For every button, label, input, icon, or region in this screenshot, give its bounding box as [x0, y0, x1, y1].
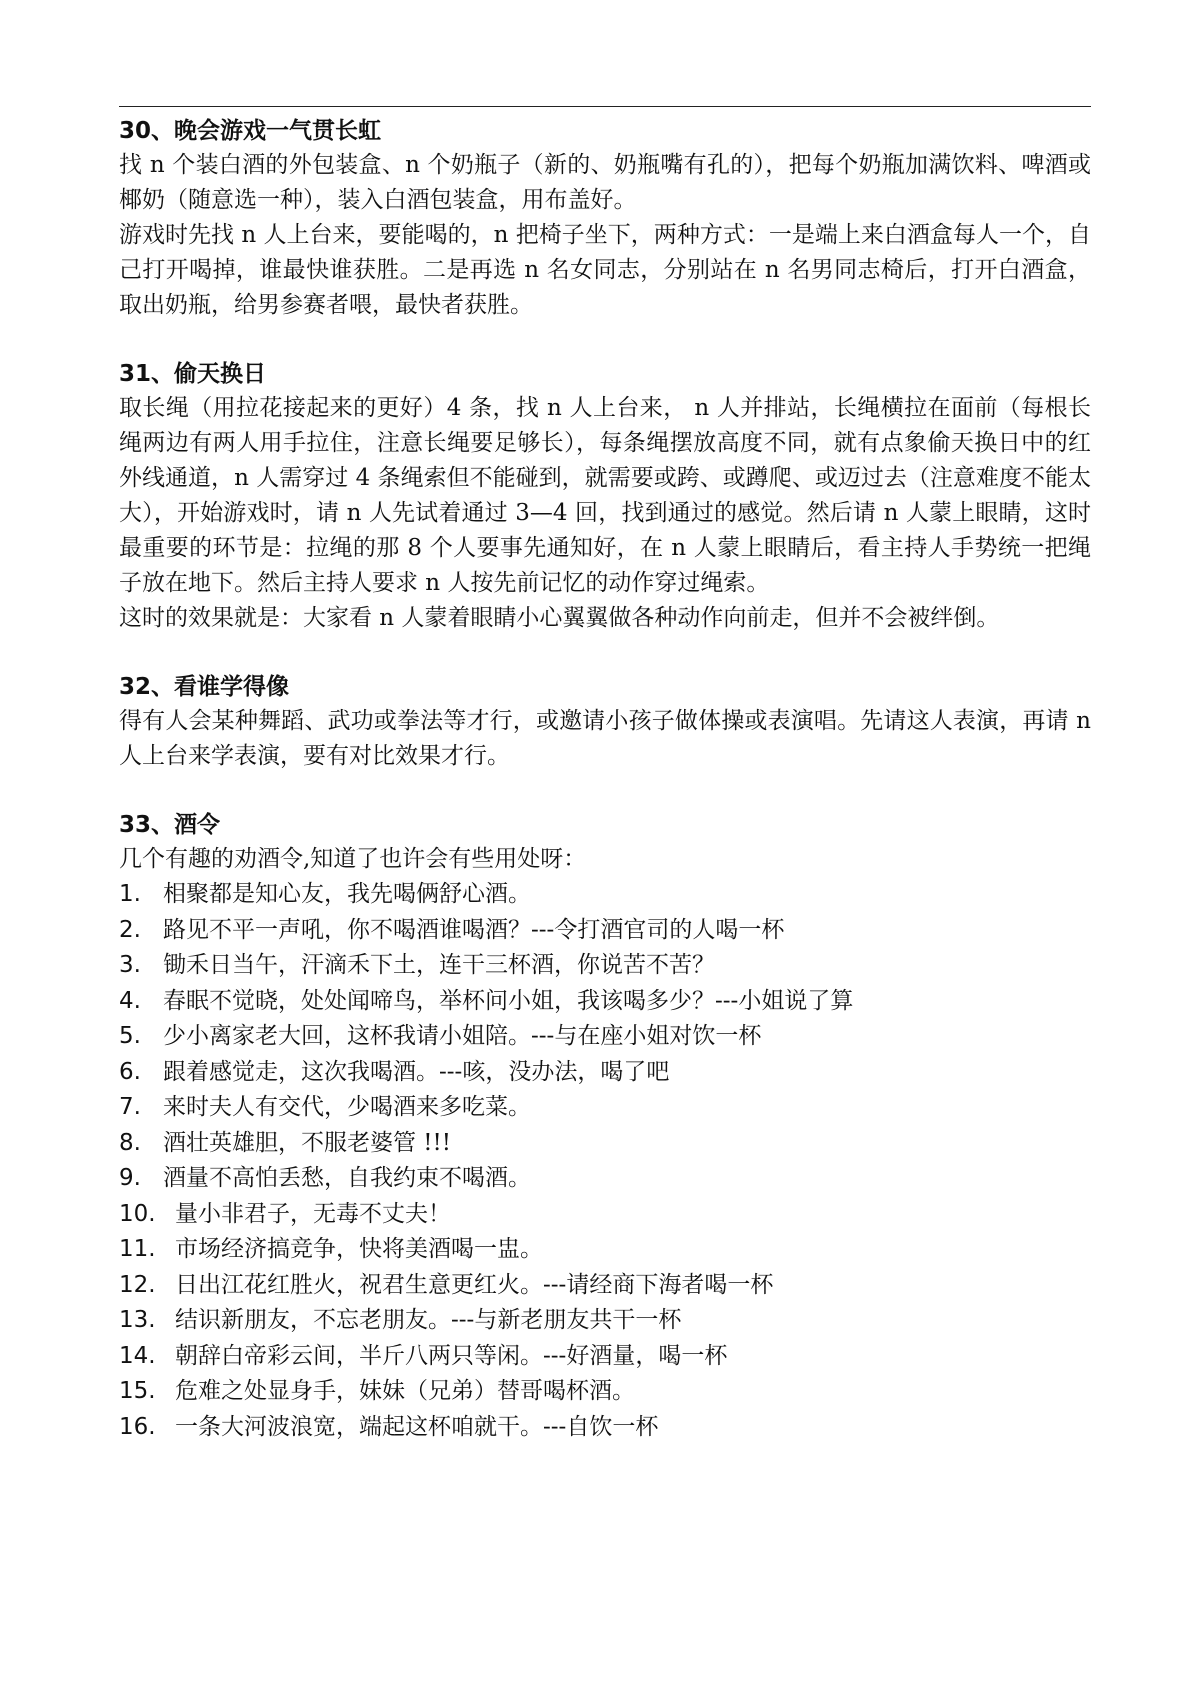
paragraph: 取长绳（用拉花接起来的更好）4 条，找 n 人上台来， n 人并排站，长绳横拉在面前（每根长绳两边有两人用手拉住，注意长绳要足够长），每条绳摆放高度不同，就有点象偷天换日中的红外线通道，n 人需穿过 4 条绳索但不能碰到，就需要或跨、或蹲爬、或迈过去（注意难度不能太大），开始游戏时，请 n 人先试着通过 3—4 回，找到通过的感觉。然后请 n 人蒙上眼睛，这时最重要的环节是：拉绳的那 8 个人要事先通知好，在 n 人蒙上眼睛后，看主持人手势统一把绳子放在地下。然后主持人要求 n 人按先前记忆的动作穿过绳索。: [119, 395, 1091, 596]
list-text: 酒量不高怕丢愁，自我约束不喝酒。: [163, 1165, 531, 1191]
list-number: 3.: [119, 952, 141, 978]
list-text: 朝辞白帝彩云间，半斤八两只等闲。---好酒量，喝一杯: [175, 1342, 728, 1369]
list-text: 少小离家老大回，这杯我请小姐陪。---与在座小姐对饮一杯: [163, 1023, 762, 1049]
list-number: 14.: [119, 1342, 156, 1369]
list-text: 路见不平一声吼，你不喝酒谁喝酒？---令打酒官司的人喝一杯: [163, 916, 785, 943]
list-text: 来时夫人有交代，少喝酒来多吃菜。: [163, 1094, 531, 1120]
section-heading: 32、看谁学得像: [119, 674, 290, 700]
list-item: [119, 1339, 1091, 1375]
list-item: [119, 1268, 1091, 1304]
list-text: 锄禾日当午，汗滴禾下土，连干三杯酒，你说苦不苦？: [163, 952, 715, 978]
list-text: 危难之处显身手，妹妹（兄弟）替哥喝杯酒。: [175, 1378, 635, 1404]
list-number: 5.: [119, 1023, 141, 1049]
list-item: [119, 1374, 1091, 1410]
list-item: [119, 1055, 1091, 1091]
list-text: 跟着感觉走，这次我喝酒。---咳，没办法，喝了吧: [163, 1058, 670, 1085]
list-item: [119, 948, 1091, 984]
list-item: [119, 1090, 1091, 1126]
list-text: 日出江花红胜火，祝君生意更红火。---请经商下海者喝一杯: [175, 1271, 774, 1298]
list-number: 9.: [119, 1165, 141, 1191]
list-number: 7.: [119, 1094, 141, 1120]
list-item: [119, 1232, 1091, 1268]
list-number: 15.: [119, 1378, 156, 1404]
list-number: 1.: [119, 881, 141, 907]
list-number: 8.: [119, 1129, 141, 1156]
list-text: 一条大河波浪宽，端起这杯咱就干。---自饮一杯: [175, 1413, 659, 1440]
section-32: [119, 670, 1091, 774]
list-number: 4.: [119, 987, 141, 1014]
paragraph: 这时的效果就是：大家看 n 人蒙着眼睛小心翼翼做各种动作向前走，但并不会被绊倒。: [119, 605, 1000, 631]
list-item: [119, 877, 1091, 913]
section-heading: 30、晚会游戏一气贯长虹: [119, 118, 382, 144]
list-text: 春眠不觉晓，处处闻啼鸟，举杯问小姐，我该喝多少？---小姐说了算: [163, 987, 854, 1014]
paragraph: 找 n 个装白酒的外包装盒、n 个奶瓶子（新的、奶瓶嘴有孔的），把每个奶瓶加满饮料、啤酒或椰奶（随意选一种），装入白酒包装盒，用布盖好。: [119, 152, 1091, 213]
header-rule: [119, 106, 1091, 107]
section-heading: 33、酒令: [119, 812, 221, 838]
document-page: [119, 0, 1091, 1698]
list-item: [119, 913, 1091, 949]
list-text: 相聚都是知心友，我先喝俩舒心酒。: [163, 881, 531, 907]
list-item: [119, 1197, 1091, 1233]
list-number: 16.: [119, 1413, 156, 1440]
list-item: [119, 1303, 1091, 1339]
paragraph: 得有人会某种舞蹈、武功或拳法等才行，或邀请小孩子做体操或表演唱。先请这人表演，再请 n 人上台来学表演，要有对比效果才行。: [119, 708, 1091, 769]
list-item: [119, 1019, 1091, 1055]
section-33: [119, 808, 1091, 1445]
list-intro: 几个有趣的劝酒令,知道了也许会有些用处呀：: [119, 846, 587, 872]
section-31: [119, 357, 1091, 636]
list-item: [119, 1410, 1091, 1446]
list-text: 量小非君子，无毒不丈夫！: [175, 1200, 451, 1227]
toast-list: [119, 877, 1091, 1445]
document-content: [119, 114, 1091, 1479]
list-number: 10.: [119, 1200, 156, 1227]
list-number: 2.: [119, 916, 141, 943]
list-text: 市场经济搞竞争，快将美酒喝一盅。: [175, 1236, 543, 1262]
list-text: 结识新朋友，不忘老朋友。---与新老朋友共干一杯: [175, 1307, 682, 1333]
list-text: 酒壮英雄胆，不服老婆管 !!!: [163, 1129, 452, 1156]
section-30: [119, 114, 1091, 323]
list-number: 13.: [119, 1307, 156, 1333]
list-item: [119, 1126, 1091, 1162]
list-item: [119, 1161, 1091, 1197]
list-number: 12.: [119, 1271, 156, 1298]
section-heading: 31、偷天换日: [119, 361, 267, 387]
list-item: [119, 984, 1091, 1020]
list-number: 11.: [119, 1236, 156, 1262]
list-number: 6.: [119, 1058, 141, 1085]
paragraph: 游戏时先找 n 人上台来，要能喝的，n 把椅子坐下，两种方式：一是端上来白酒盒每人一个，自己打开喝掉，谁最快谁获胜。二是再选 n 名女同志，分别站在 n 名男同志椅后，打开白酒盒，取出奶瓶，给男参赛者喂，最快者获胜。: [119, 222, 1091, 318]
